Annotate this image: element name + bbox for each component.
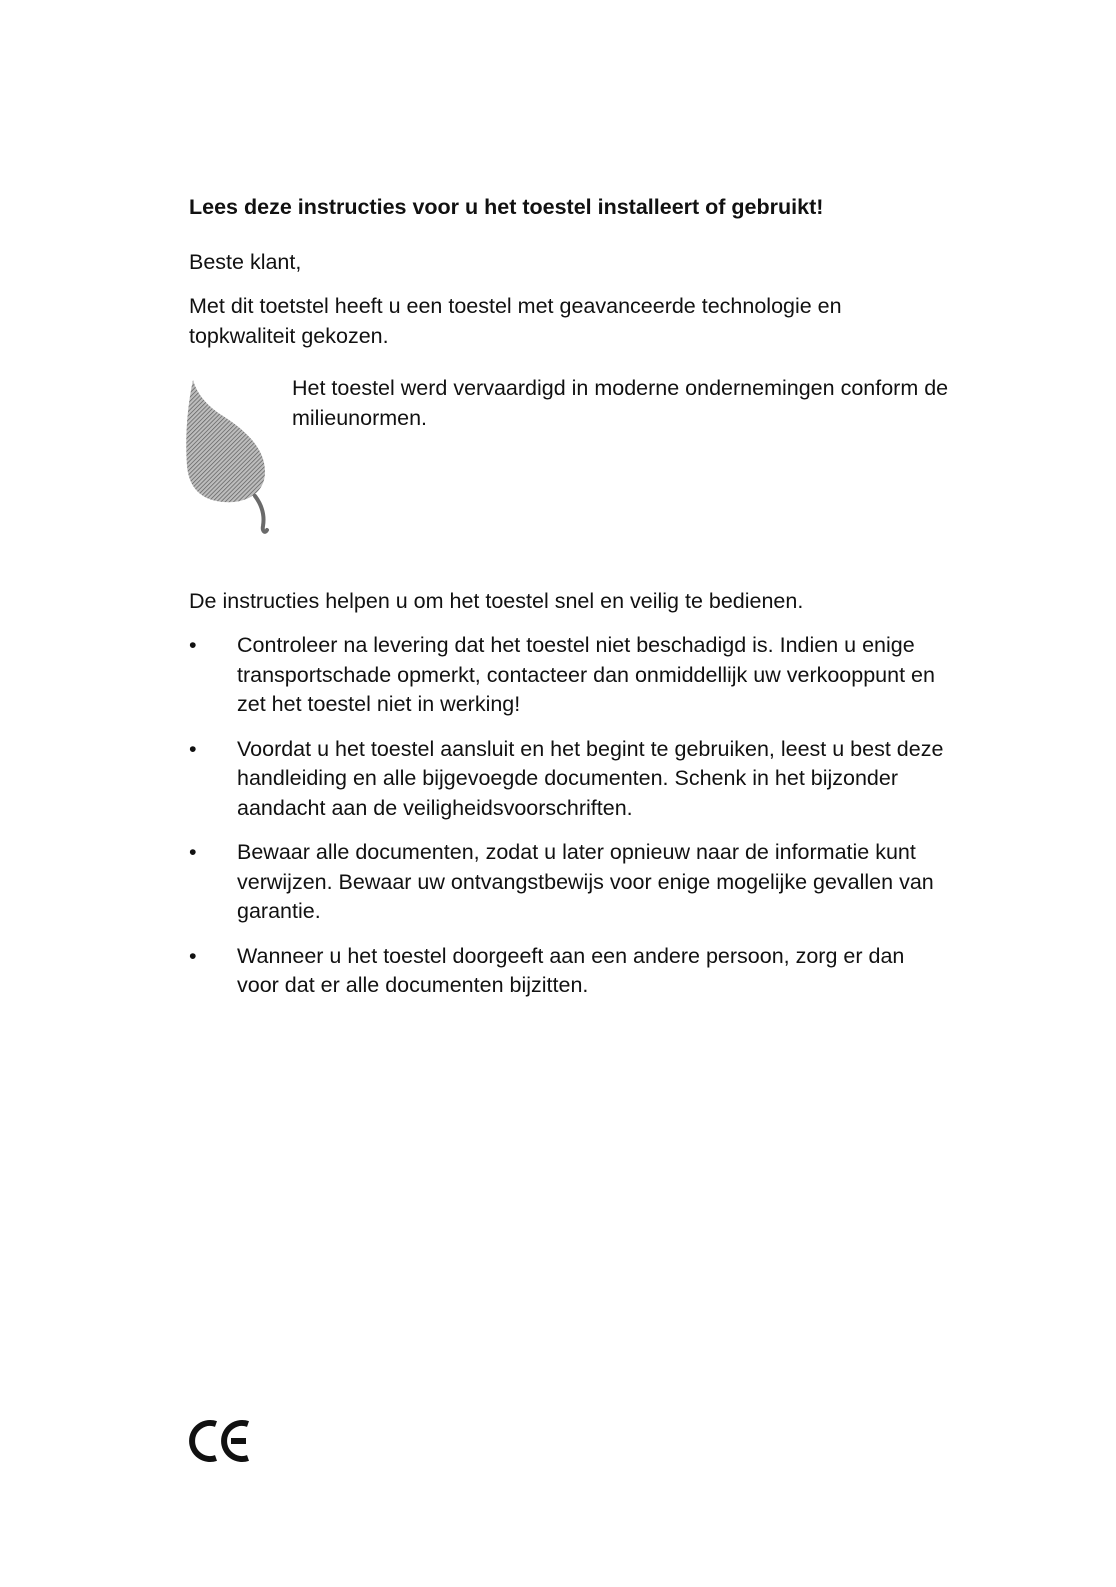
- list-item: [189, 838, 949, 927]
- list-item: [189, 735, 949, 824]
- bullet-icon: •: [189, 840, 197, 864]
- instruction-list: [189, 631, 949, 1016]
- list-item-text: Controleer na levering dat het toestel niet beschadigd is. Indien u enige transportschade opmerkt, contacteer dan onmiddellijk uw verkooppunt en zet het toestel niet in werking!: [237, 633, 935, 716]
- environment-paragraph: Het toestel werd vervaardigd in moderne ondernemingen conform de milieunormen.: [292, 376, 949, 430]
- bullet-icon: •: [189, 736, 197, 761]
- ce-mark-icon: [188, 1418, 254, 1464]
- list-item: [189, 942, 949, 1001]
- intro-paragraph: Met dit toetstel heeft u een toestel met geavanceerde technologie en topkwaliteit gekozen.: [189, 294, 842, 348]
- list-item: [189, 631, 949, 720]
- page-title: Lees deze instructies voor u het toestel installeert of gebruikt!: [189, 195, 824, 219]
- list-item-text: Wanneer u het toestel doorgeeft aan een andere persoon, zorg er dan voor dat er alle documenten bijzitten.: [237, 943, 905, 997]
- list-item-text: Voordat u het toestel aansluit en het begint te gebruiken, leest u best deze handleiding en alle bijgevoegde documenten. Schenk in het bijzonder aandacht aan de veiligheidsvoorschriften.: [237, 736, 944, 820]
- help-paragraph: De instructies helpen u om het toestel snel en veilig te bedienen.: [189, 589, 804, 613]
- greeting: Beste klant,: [189, 250, 302, 274]
- leaf-icon: [183, 378, 279, 536]
- list-item-text: Bewaar alle documenten, zodat u later opnieuw naar de informatie kunt verwijzen. Bewaar uw ontvangstbewijs voor enige mogelijke gevallen van garantie.: [237, 840, 934, 923]
- bullet-icon: •: [189, 943, 197, 968]
- bullet-icon: •: [189, 633, 197, 657]
